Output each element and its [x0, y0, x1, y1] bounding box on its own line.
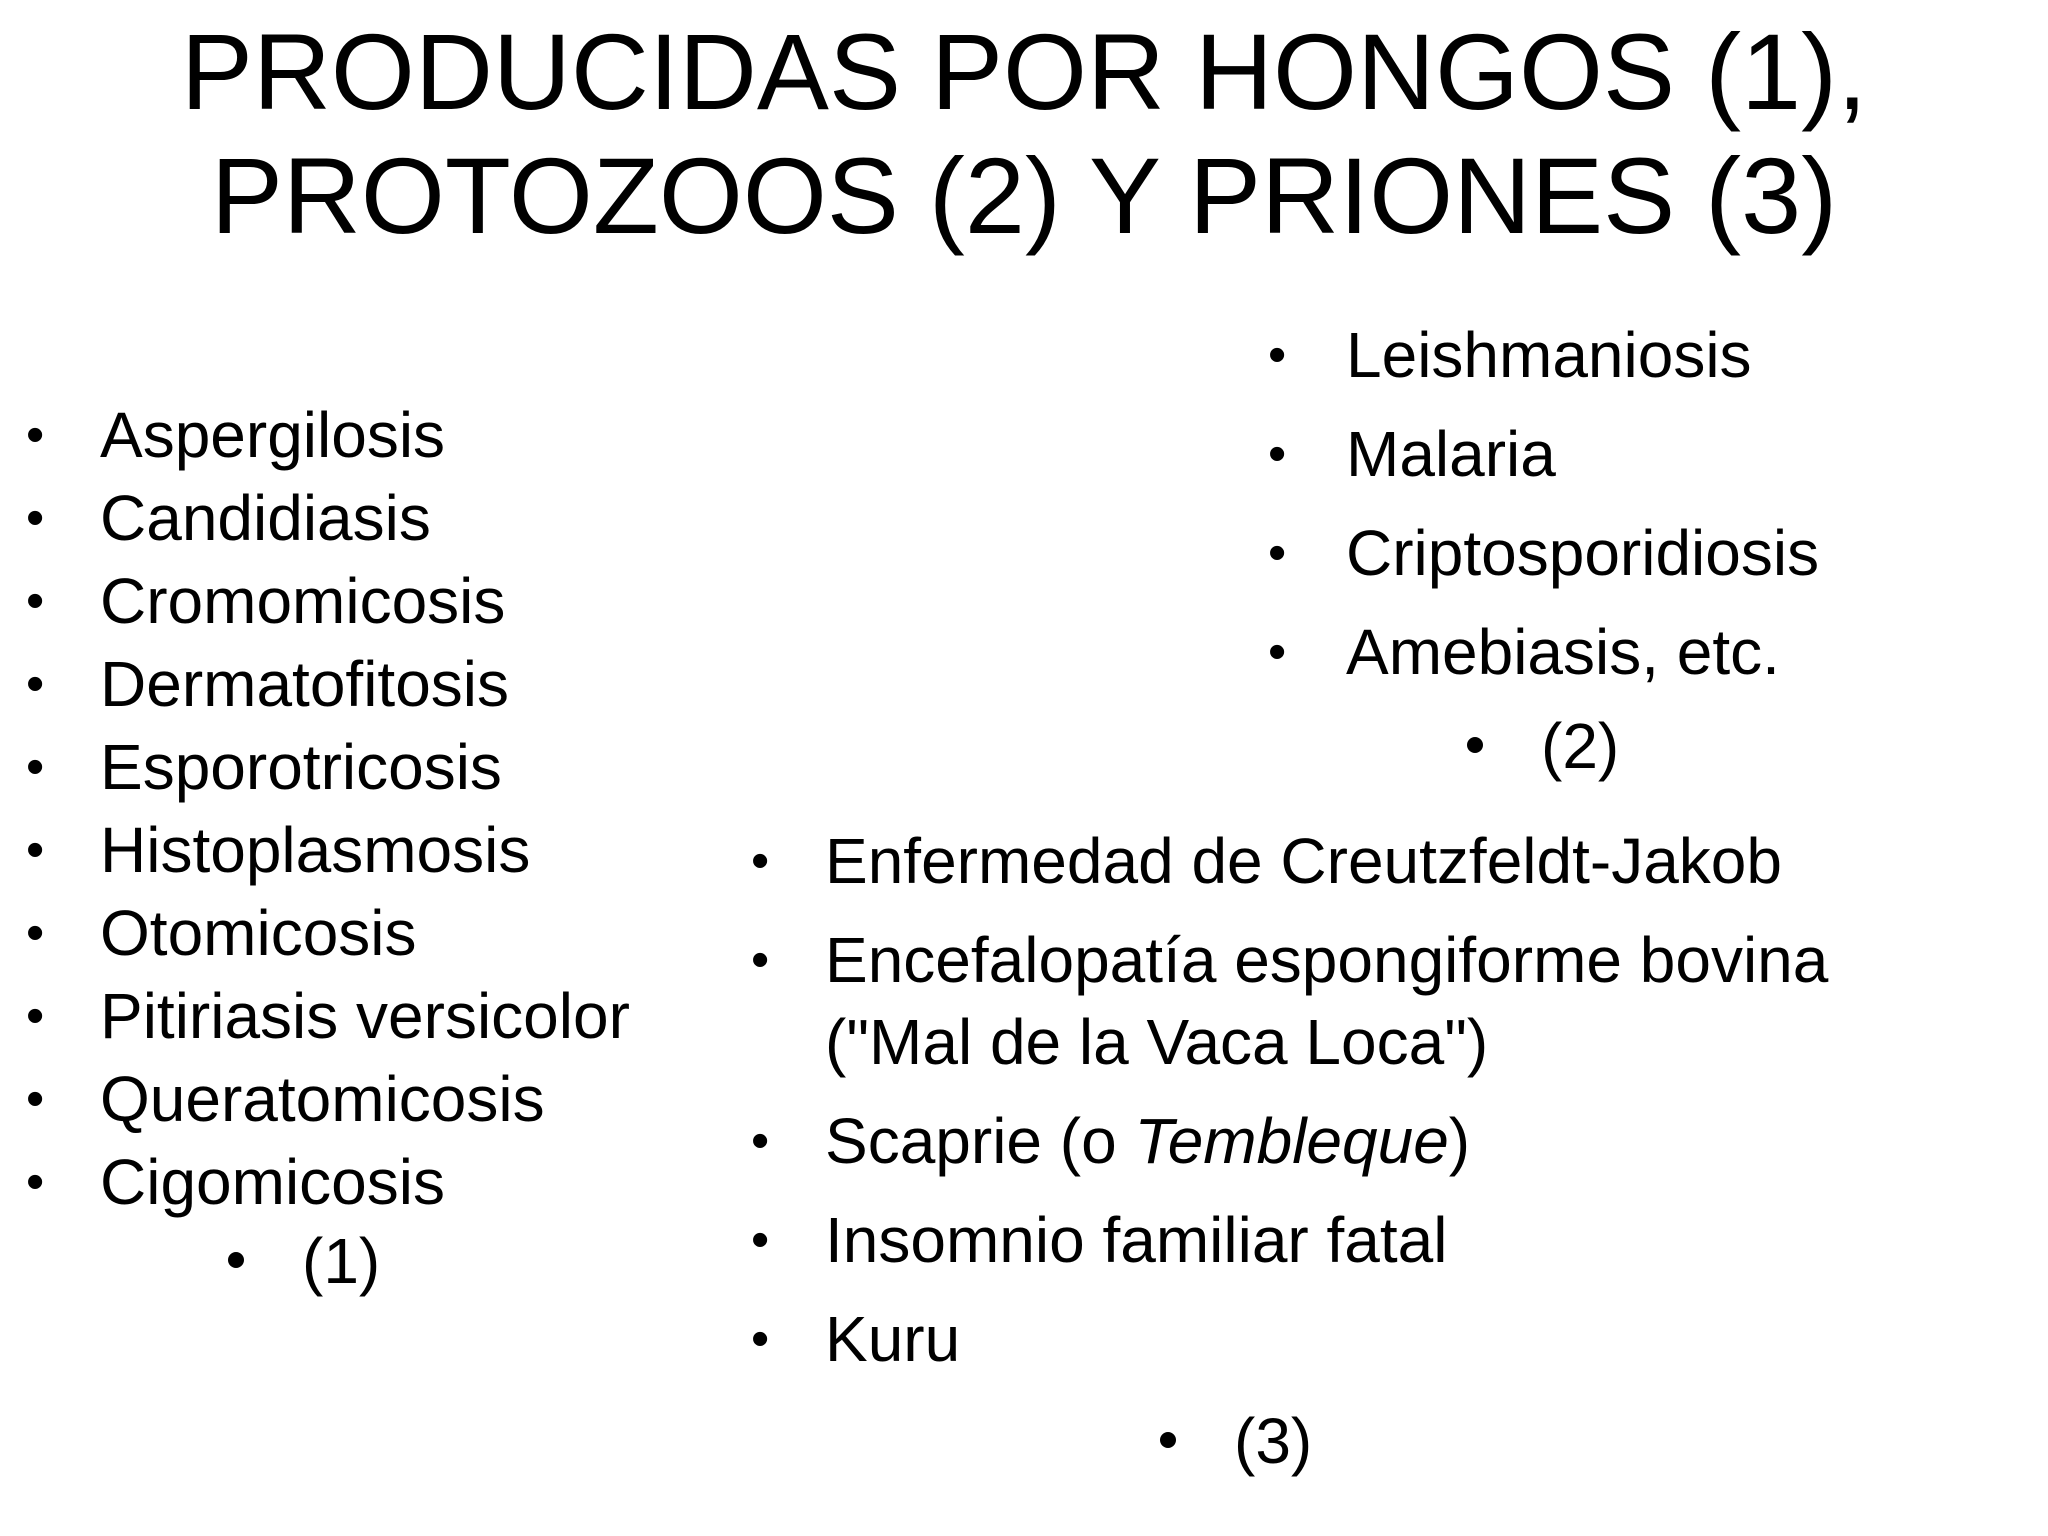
- bullet-icon: •: [1268, 326, 1287, 384]
- bullet-icon: •: [26, 572, 45, 630]
- list-item: • Pitiriasis versicolor: [20, 975, 630, 1058]
- bullet-icon: [1160, 1432, 1176, 1448]
- list-item: • Leishmaniosis: [1262, 306, 1819, 405]
- list-item: • Malaria: [1262, 405, 1819, 504]
- list-item: • Candidiasis: [20, 477, 630, 560]
- bullet-icon: •: [26, 738, 45, 796]
- list-item: • Histoplasmosis: [20, 809, 630, 892]
- bullet-icon: •: [26, 489, 45, 547]
- hongos-marker: [228, 1220, 380, 1302]
- list-item: • Cigomicosis: [20, 1141, 630, 1224]
- list-item: • Enfermedad de Creutzfeldt-Jakob: [745, 820, 1828, 902]
- protozoos-list: [1262, 306, 1819, 702]
- bullet-icon: •: [1268, 623, 1287, 681]
- hongos-list: [20, 394, 630, 1224]
- bullet-icon: •: [26, 406, 45, 464]
- bullet-icon: •: [751, 1211, 770, 1269]
- list-item: • Insomnio familiar fatal: [745, 1199, 1828, 1281]
- bullet-icon: •: [26, 1153, 45, 1211]
- list-item: • Criptosporidiosis: [1262, 504, 1819, 603]
- protozoos-marker-label: (2): [1541, 710, 1620, 782]
- list-item: • Cromomicosis: [20, 560, 630, 643]
- protozoos-marker: [1467, 705, 1619, 787]
- priones-marker: [1160, 1400, 1312, 1482]
- bullet-icon: •: [26, 821, 45, 879]
- priones-list: [745, 820, 1828, 1397]
- bullet-icon: •: [26, 987, 45, 1045]
- bullet-icon: •: [1268, 524, 1287, 582]
- list-item: • Encefalopatía espongiforme bovina ("Mal de la Vaca Loca"): [745, 919, 1828, 1083]
- bullet-icon: •: [1268, 425, 1287, 483]
- list-item: • Dermatofitosis: [20, 643, 630, 726]
- list-item: • Queratomicosis: [20, 1058, 630, 1141]
- bullet-icon: •: [26, 655, 45, 713]
- list-item: • Otomicosis: [20, 892, 630, 975]
- bullet-icon: •: [751, 1112, 770, 1170]
- bullet-icon: •: [751, 931, 770, 989]
- slide-title-line-2: PROTOZOOS (2) Y PRIONES (3): [210, 135, 1838, 256]
- list-item: • Esporotricosis: [20, 726, 630, 809]
- bullet-icon: •: [751, 832, 770, 890]
- hongos-marker-label: (1): [302, 1225, 381, 1297]
- bullet-icon: •: [26, 1070, 45, 1128]
- bullet-icon: [228, 1252, 244, 1268]
- slide-title-line-1: PRODUCIDAS POR HONGOS (1),: [180, 11, 1868, 132]
- bullet-icon: [1467, 737, 1483, 753]
- bullet-icon: •: [26, 904, 45, 962]
- list-item: • Kuru: [745, 1298, 1828, 1380]
- priones-marker-label: (3): [1234, 1405, 1313, 1477]
- slide-title: [0, 10, 2048, 258]
- list-item: • Aspergilosis: [20, 394, 630, 477]
- list-item: • Amebiasis, etc.: [1262, 603, 1819, 702]
- bullet-icon: •: [751, 1310, 770, 1368]
- list-item: • Scaprie (o Tembleque): [745, 1100, 1828, 1182]
